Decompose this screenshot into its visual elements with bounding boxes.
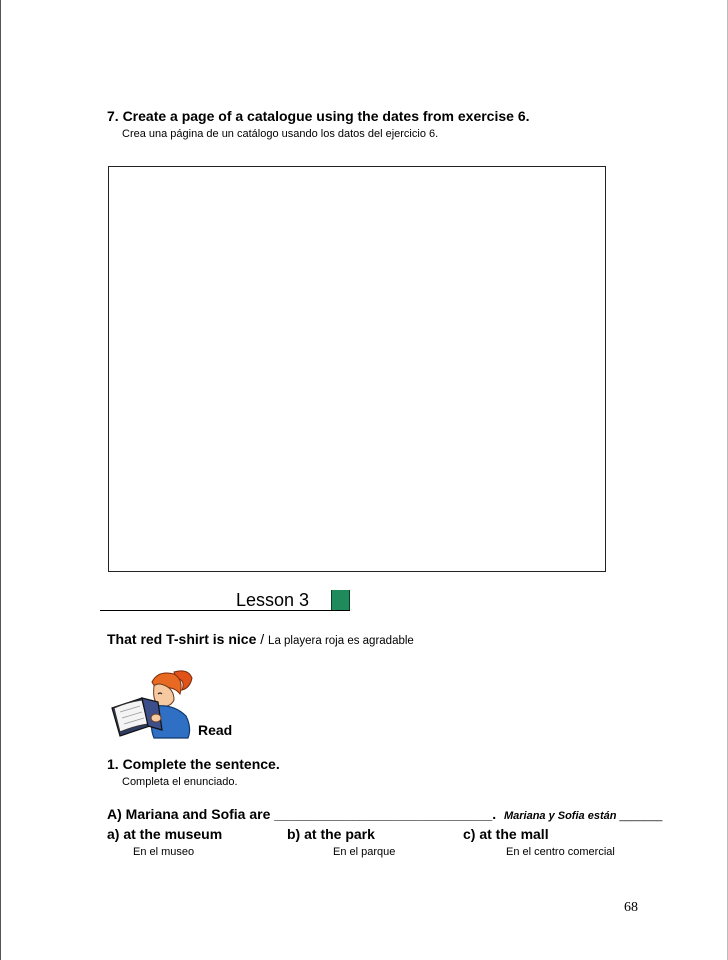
phrase-english: That red T-shirt is nice	[107, 631, 257, 647]
lesson-label: Lesson 3	[236, 590, 310, 610]
lesson-underline	[100, 610, 350, 611]
lesson-marker-square	[331, 590, 350, 610]
sentence-a	[107, 806, 662, 822]
option-a[interactable]: a) at the museum	[107, 826, 223, 842]
option-b[interactable]: b) at the park	[287, 826, 375, 842]
phrase-spanish: La playera roja es agradable	[268, 635, 414, 647]
question-1-subtitle: Completa el enunciado.	[122, 776, 238, 788]
catalogue-drawing-box[interactable]	[108, 166, 606, 572]
question-1-title: 1. Complete the sentence.	[107, 756, 280, 772]
sentence-a-spanish-blank: _______	[616, 810, 663, 822]
option-a-spanish: En el museo	[133, 846, 195, 858]
child-reading-book-icon	[104, 668, 200, 740]
exercise-7-title: 7. Create a page of a catalogue using the dates from exercise 6.	[107, 108, 530, 124]
option-c-spanish: En el centro comercial	[506, 846, 615, 858]
page-number: 68	[624, 900, 638, 915]
option-b-spanish: En el parque	[333, 846, 396, 858]
lesson-phrase	[107, 631, 414, 647]
sentence-a-spanish: Mariana y Sofia están	[503, 810, 617, 822]
read-label: Read	[198, 722, 233, 738]
page-border-left	[0, 0, 1, 960]
phrase-separator: /	[256, 631, 269, 647]
option-c[interactable]: c) at the mall	[463, 826, 549, 842]
exercise-7-subtitle: Crea una página de un catálogo usando los datos del ejercicio 6.	[122, 128, 439, 140]
sentence-a-english: A) Mariana and Sofia are ____________________________.	[107, 806, 497, 822]
